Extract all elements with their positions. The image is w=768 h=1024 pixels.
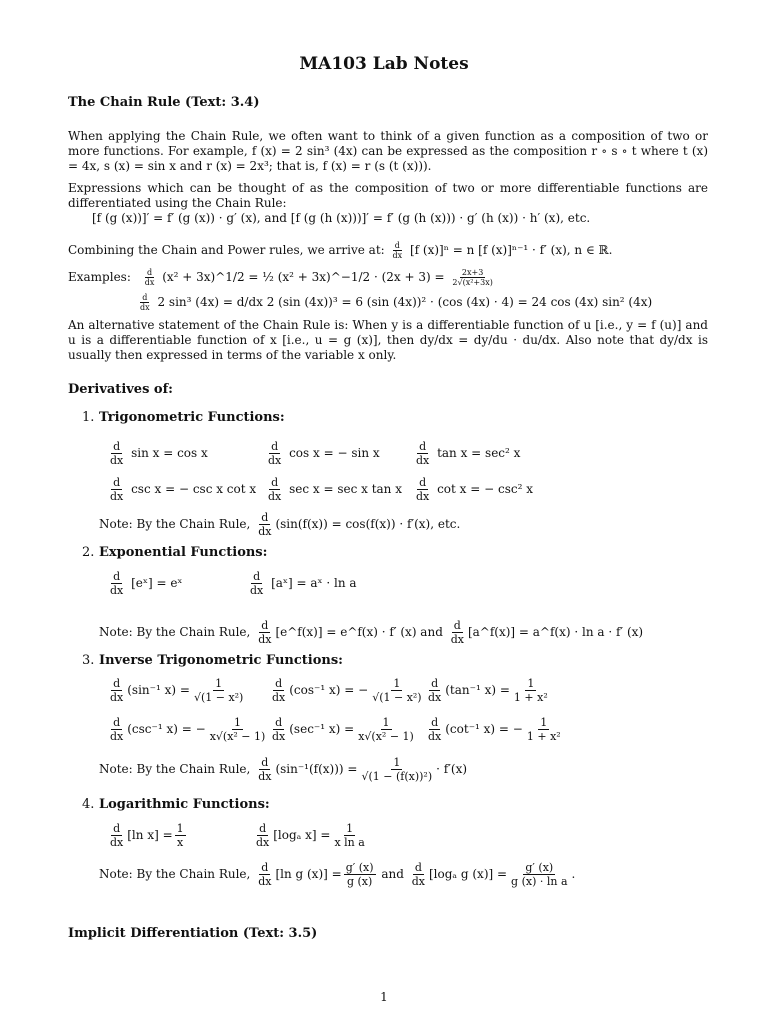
inverse-trig-item: $\frac{d}{dx}$ (sec⁻¹ x) = $\frac{1}{\text{x√(x² − 1)}}$ [272, 716, 414, 743]
inverse-trig-item: $\frac{d}{dx}$ (sin⁻¹ x) = $\frac{1}{\text{√(1 − x²)}}$ [110, 677, 244, 704]
log-item: $\frac{d}{dx}$ [logₐ x] = $\frac{1}{\text{x ln a}}$ [256, 822, 365, 849]
trig-item: $\frac{d}{dx}$ cot x = − csc² x [416, 476, 533, 503]
inverse-trig-note: Note: By the Chain Rule, $\frac{d}{dx}$ (sin⁻¹(f(x))) = $\frac{1}{\text{√(1 − (f(x))²)}}$ · f′(x) [99, 756, 468, 783]
inverse-trig-label: Inverse Trigonometric Functions: [99, 653, 343, 668]
trig-item: $\frac{d}{dx}$ cos x = − sin x [268, 440, 380, 467]
exp-number: 2. [82, 545, 95, 560]
example-2-expression: 2 sin³ (4x) = d/dx 2 (sin (4x))³ = 6 (sin (4x))² · (cos (4x) · 4) = 24 cos (4x) sin² (4x) [157, 295, 653, 309]
examples-label: Examples: [68, 270, 131, 284]
example-1-denominator: 2√(x²+3x) [452, 278, 493, 287]
d-dx-fraction: $\frac{d}{dx}$ [392, 241, 403, 260]
exp-item: $\frac{d}{dx}$ [aˣ] = aˣ · ln a [250, 570, 357, 597]
trig-item: $\frac{d}{dx}$ csc x = − csc x cot x [110, 476, 257, 503]
trig-item: $\frac{d}{dx}$ tan x = sec² x [416, 440, 521, 467]
chain-rule-formula: [f (g (x))]′ = f′ (g (x)) · g′ (x), and [f (g (h (x)))]′ = f′ (g (h (x))) · g′ (h (x)) · h′ (x), etc. [92, 211, 591, 225]
example-2-line [136, 293, 652, 312]
trig-note: Note: By the Chain Rule, $\frac{d}{dx}$ (sin(f(x)) = cos(f(x)) · f′(x), etc. [99, 511, 461, 538]
derivatives-heading: Derivatives of: [68, 382, 173, 397]
trig-label: Trigonometric Functions: [99, 410, 285, 425]
trig-item: $\frac{d}{dx}$ sin x = cos x [110, 440, 208, 467]
inverse-trig-item: $\frac{d}{dx}$ (cot⁻¹ x) = − $\frac{1}{\text{1 + x²}}$ [428, 716, 561, 743]
inverse-trig-item: $\frac{d}{dx}$ (tan⁻¹ x) = $\frac{1}{\text{1 + x²}}$ [428, 677, 548, 704]
chain-rule-paragraph-3: An alternative statement of the Chain Rule is: When y is a differentiable function of u [i.e., y = f (u)] and u is a differentiable function of x [i.e., u = g (x)], then dy/dx = dy/du · du/dx. Also note that dy/dx is usually then expressed in terms of the variable x only. [68, 318, 708, 362]
chain-rule-paragraph-2: Expressions which can be thought of as the composition of two or more differentiable functions are differentiated using the Chain Rule: [68, 181, 708, 210]
inverse-trig-number: 3. [82, 653, 95, 668]
power-rule-line [68, 241, 612, 260]
inverse-trig-item: $\frac{d}{dx}$ (csc⁻¹ x) = − $\frac{1}{\text{x√(x² − 1)}}$ [110, 716, 266, 743]
power-rule-expression: [f (x)]ⁿ = n [f (x)]ⁿ⁻¹ · f′ (x), n ∈ ℝ. [409, 243, 613, 257]
example-1-expression: (x² + 3x)^1/2 = ½ (x² + 3x)^−1/2 · (2x + 3) = [162, 270, 445, 284]
example-1-line [68, 268, 497, 287]
log-item: $\frac{d}{dx}$ [ln x] = $\frac{1}{x}$ [110, 822, 184, 849]
exp-label: Exponential Functions: [99, 545, 268, 560]
d-dx-fraction: $\frac{d}{dx}$ [140, 293, 150, 312]
inverse-trig-item: $\frac{d}{dx}$ (cos⁻¹ x) = − $\frac{1}{\text{√(1 − x²)}}$ [272, 677, 422, 704]
exp-item: $\frac{d}{dx}$ [eˣ] = eˣ [110, 570, 183, 597]
log-number: 4. [82, 797, 95, 812]
log-label: Logarithmic Functions: [99, 797, 270, 812]
d-dx-fraction: $\frac{d}{dx}$ [144, 268, 155, 287]
page-title: MA103 Lab Notes [299, 54, 469, 74]
trig-number: 1. [82, 410, 95, 425]
page-number: 1 [380, 990, 388, 1004]
example-1-result [450, 268, 494, 287]
trig-item: $\frac{d}{dx}$ sec x = sec x tan x [268, 476, 402, 503]
log-note: Note: By the Chain Rule, $\frac{d}{dx}$ [ln g (x)] = $\frac{g' (x)}{g (x)}$ and $\frac{d}{dx}$ [logₐ g (x)] = $\frac{g' (x)}{\text{g (x) · ln a}}$ . [99, 861, 576, 888]
power-rule-intro: Combining the Chain and Power rules, we arrive at: [68, 243, 385, 257]
implicit-heading: Implicit Differentiation (Text: 3.5) [68, 926, 318, 941]
chain-rule-heading: The Chain Rule (Text: 3.4) [68, 95, 260, 110]
example-1-numerator: 2x+3 [461, 268, 484, 277]
chain-rule-paragraph-1: When applying the Chain Rule, we often want to think of a given function as a composition of two or more functions. For example, f (x) = 2 sin³ (4x) can be expressed as the composition r ∘ s ∘ t where t (x) = 4x, s (x) = sin x and r (x) = 2x³; that is, f (x) = r (s (t (x))). [68, 129, 708, 173]
exp-note: Note: By the Chain Rule, $\frac{d}{dx}$ [e^f(x)] = e^f(x) · f′ (x) and $\frac{d}{dx}$ [a^f(x)] = a^f(x) · ln a · f′ (x) [99, 619, 644, 646]
